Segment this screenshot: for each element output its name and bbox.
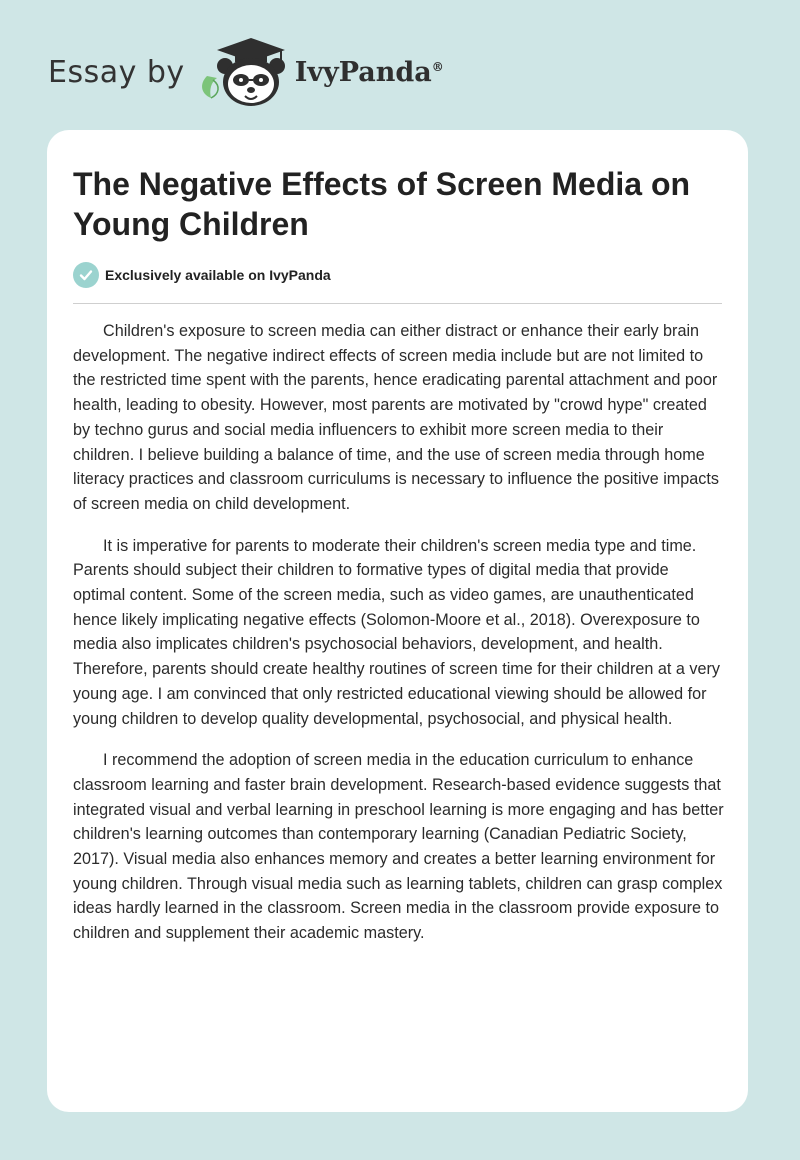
- check-icon: [73, 262, 99, 288]
- page-title: The Negative Effects of Screen Media on Young Children: [73, 166, 691, 242]
- badge-label: Exclusively available on IvyPanda: [105, 267, 331, 283]
- essay-by-label: Essay by: [48, 54, 185, 90]
- site-header: [0, 0, 800, 130]
- paragraph: Children's exposure to screen media can either distract or enhance their early brain development. The negative indirect effects of screen media include but are not limited to the restricted time spent with the parents, hence eradicating parental attachment and poor health, leading to obesity. However, most parents are motivated by "crowd hype" created by techno gurus and social media influencers to exhibit more screen media to their children. I believe building a balance of time, and the use of screen media through home literacy practices and classroom curriculums is necessary to influence the positive impacts of screen media on child development.: [73, 322, 719, 513]
- essay-card: [47, 130, 748, 1112]
- divider: [73, 303, 722, 304]
- exclusive-badge: [73, 262, 331, 288]
- brand-name: IvyPanda®: [294, 56, 444, 88]
- panda-graduate-icon: [197, 36, 289, 108]
- paragraph: It is imperative for parents to moderate their children's screen media type and time. Parents should subject their children to formative types of digital media that provide optimal content. Some of the screen media, such as video games, are unauthenticated hence likely implicating negative effects (Solomon-Moore et al., 2018). Overexposure to media also implicates children's psychosocial behaviors, development, and health. Therefore, parents should create healthy routines of screen time for their children at a very young age. I am convinced that only restricted educational viewing should be allowed for young children to develop quality developmental, psychosocial, and physical health.: [73, 536, 720, 728]
- brand-logo[interactable]: [48, 36, 444, 108]
- paragraph: I recommend the adoption of screen media in the education curriculum to enhance classroom learning and faster brain development. Research-based evidence suggests that integrated visual and verbal learning in preschool learning is more engaging and has better children's learning outcomes than contemporary learning (Canadian Pediatric Society, 2017). Visual media also enhances memory and creates a better learning environment for young children. Through visual media such as learning tablets, children can grasp complex ideas hardly learned in the classroom. Screen media in the classroom provide exposure to children and supplement their academic mastery.: [73, 751, 724, 943]
- essay-body: [73, 319, 725, 963]
